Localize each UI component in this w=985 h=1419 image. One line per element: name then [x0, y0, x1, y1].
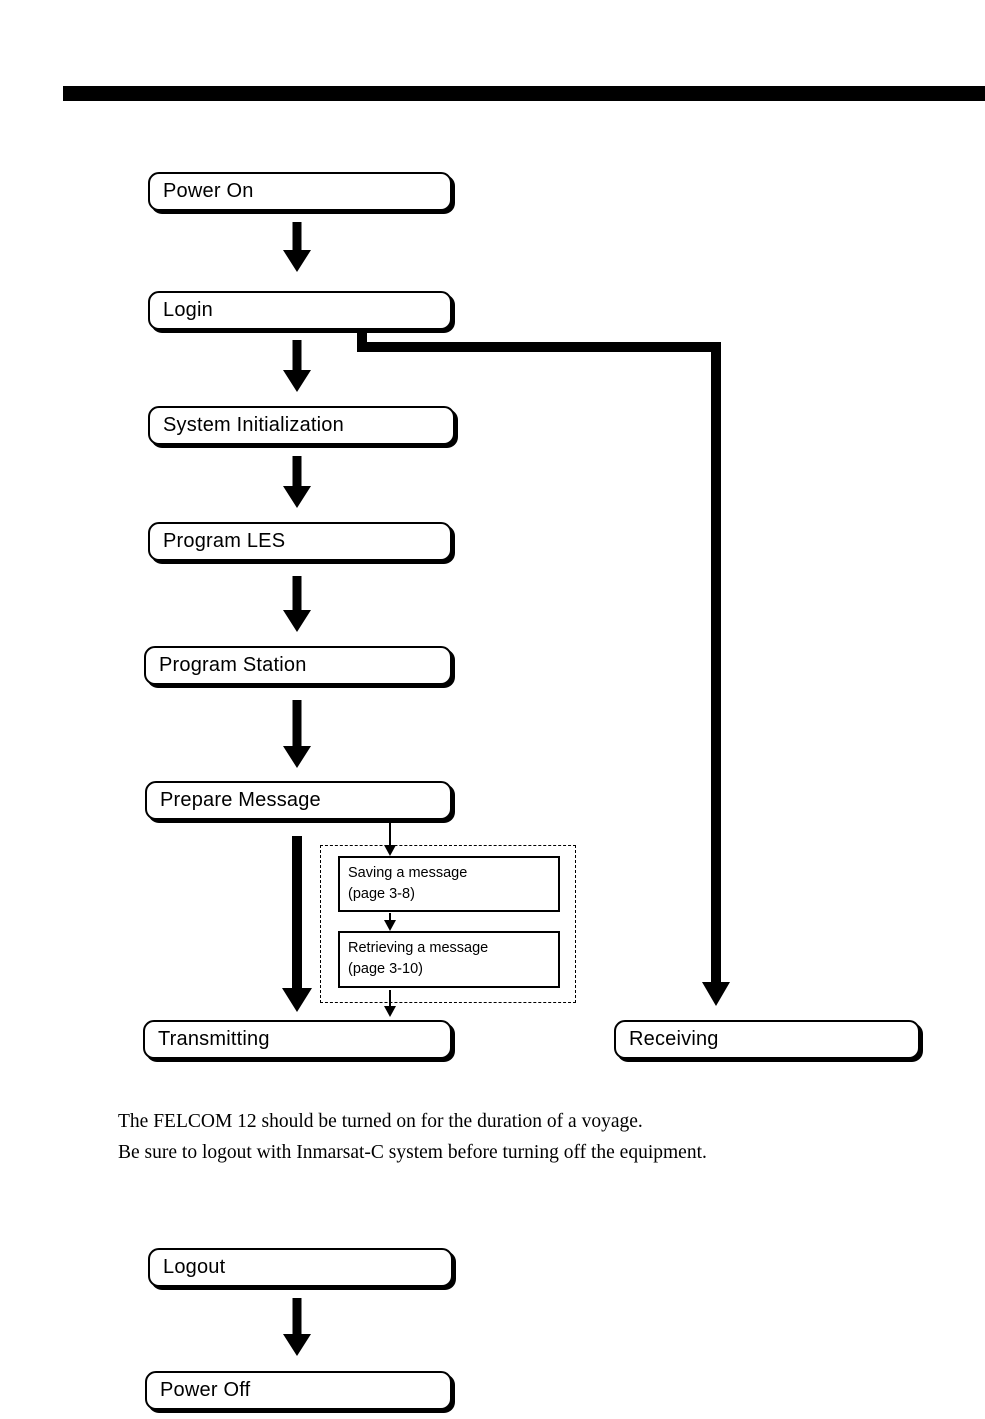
flow-box-label: Prepare Message [160, 789, 321, 811]
flow-box-label: Receiving [629, 1028, 719, 1050]
arrow-down-icon [282, 836, 312, 1012]
note-line-1: The FELCOM 12 should be turned on for the duration of a voyage. [118, 1111, 643, 1132]
flow-box-label: Transmitting [158, 1028, 270, 1050]
flow-box-prepare-message [145, 781, 452, 820]
sub-box-line: Retrieving a message [348, 940, 489, 956]
sub-box-retrieving-message [338, 931, 560, 988]
flow-box-label: Login [163, 299, 213, 321]
flow-box-system-initialization [148, 406, 455, 445]
sub-box-line: (page 3-10) [348, 961, 423, 978]
arrow-down-icon [283, 576, 311, 632]
sub-box-line: (page 3-8) [348, 886, 415, 903]
flow-box-label: Power On [163, 180, 254, 202]
flow-box-label: Program Station [159, 654, 307, 676]
flow-box-label: Power Off [160, 1379, 251, 1401]
arrow-down-icon [283, 700, 311, 768]
flow-box-label: Program LES [163, 530, 286, 552]
flow-box-label: Logout [163, 1256, 226, 1278]
note-line-2: Be sure to logout with Inmarsat-C system before turning off the equipment. [118, 1142, 707, 1163]
flow-box-label: System Initialization [163, 414, 344, 436]
sub-box-saving-message [338, 856, 560, 912]
flow-box-program-station [144, 646, 452, 685]
flow-box-receiving [614, 1020, 920, 1059]
arrow-down-icon [283, 340, 311, 392]
flow-box-transmitting [143, 1020, 452, 1059]
flow-box-logout [148, 1248, 453, 1287]
arrow-down-icon [283, 222, 311, 272]
note-text [118, 1106, 918, 1168]
arrow-down-icon [283, 456, 311, 508]
sub-box-line: Saving a message [348, 865, 468, 881]
arrow-down-icon [283, 1298, 311, 1356]
flow-box-program-les [148, 522, 452, 561]
flow-box-power-off [145, 1371, 452, 1410]
flow-box-login [148, 291, 452, 330]
flow-box-power-on [148, 172, 452, 211]
